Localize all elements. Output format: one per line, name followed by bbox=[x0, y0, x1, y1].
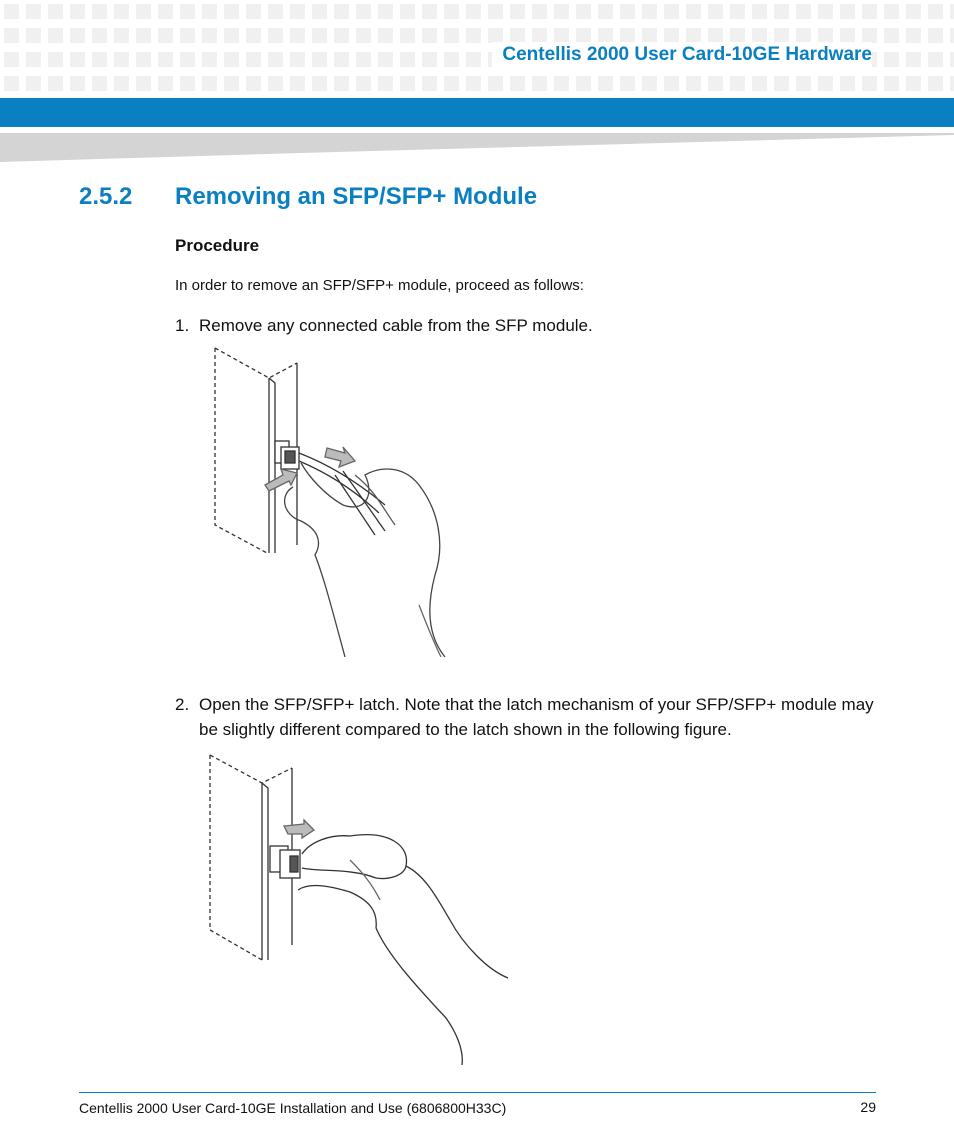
header-pattern-square bbox=[246, 4, 261, 19]
header-pattern-square bbox=[26, 4, 41, 19]
footer-rule bbox=[79, 1092, 876, 1093]
header-pattern-square bbox=[884, 52, 899, 67]
section-title: Removing an SFP/SFP+ Module bbox=[175, 183, 538, 210]
header-pattern-square bbox=[356, 76, 371, 91]
header-pattern-square bbox=[158, 76, 173, 91]
header-pattern-square bbox=[400, 52, 415, 67]
header-pattern-square bbox=[202, 28, 217, 43]
header-pattern-square bbox=[708, 4, 723, 19]
header-pattern-square bbox=[114, 52, 129, 67]
header-pattern-square bbox=[928, 76, 943, 91]
header-pattern-square bbox=[862, 28, 877, 43]
header-pattern-square bbox=[4, 52, 19, 67]
header-pattern-square bbox=[774, 4, 789, 19]
header-pattern-square bbox=[444, 28, 459, 43]
header-pattern-square bbox=[400, 28, 415, 43]
header-title: Centellis 2000 User Card-10GE Hardware bbox=[492, 42, 872, 68]
header-pattern-square bbox=[202, 4, 217, 19]
header-pattern-square bbox=[906, 4, 921, 19]
header-pattern-square bbox=[862, 4, 877, 19]
header-pattern-square bbox=[840, 76, 855, 91]
header-pattern-square bbox=[532, 28, 547, 43]
header-pattern-square bbox=[246, 28, 261, 43]
header-pattern-square bbox=[488, 28, 503, 43]
header-pattern-square bbox=[576, 4, 591, 19]
header-pattern-square bbox=[950, 76, 954, 91]
header-pattern-square bbox=[422, 76, 437, 91]
header-pattern-square bbox=[70, 4, 85, 19]
header-pattern-square bbox=[906, 76, 921, 91]
header-pattern-square bbox=[466, 52, 481, 67]
header-pattern-square bbox=[818, 28, 833, 43]
header-pattern-square bbox=[180, 76, 195, 91]
header-pattern-square bbox=[598, 4, 613, 19]
header-pattern-square bbox=[158, 52, 173, 67]
header-pattern-square bbox=[26, 76, 41, 91]
header-pattern-square bbox=[312, 28, 327, 43]
header-pattern-square bbox=[70, 52, 85, 67]
header-pattern-square bbox=[950, 4, 954, 19]
header-pattern-square bbox=[510, 28, 525, 43]
step-text: Remove any connected cable from the SFP module. bbox=[199, 316, 593, 335]
header-pattern-square bbox=[884, 76, 899, 91]
header-pattern-square bbox=[752, 4, 767, 19]
header-pattern-square bbox=[444, 4, 459, 19]
header-pattern-square bbox=[928, 28, 943, 43]
header-pattern-square bbox=[488, 76, 503, 91]
header-pattern-square bbox=[48, 4, 63, 19]
header-pattern-square bbox=[224, 28, 239, 43]
header-pattern-square bbox=[730, 76, 745, 91]
header-pattern-square bbox=[290, 4, 305, 19]
header-pattern-square bbox=[26, 28, 41, 43]
header-pattern-square bbox=[730, 28, 745, 43]
header-pattern-square bbox=[224, 76, 239, 91]
header-pattern-square bbox=[466, 28, 481, 43]
header-pattern-square bbox=[158, 28, 173, 43]
header-pattern-square bbox=[906, 28, 921, 43]
header-pattern-square bbox=[268, 28, 283, 43]
header-pattern-square bbox=[136, 28, 151, 43]
footer-page-number: 29 bbox=[860, 1099, 876, 1115]
header-pattern-square bbox=[334, 4, 349, 19]
header-pattern-square bbox=[356, 4, 371, 19]
header-pattern-square bbox=[268, 52, 283, 67]
header-pattern-square bbox=[48, 28, 63, 43]
header-pattern-square bbox=[598, 76, 613, 91]
header-pattern-square bbox=[642, 28, 657, 43]
header-pattern-square bbox=[554, 28, 569, 43]
header-pattern-square bbox=[378, 28, 393, 43]
header-pattern-square bbox=[400, 76, 415, 91]
header-pattern-square bbox=[554, 76, 569, 91]
header-pattern-square bbox=[70, 76, 85, 91]
header-pattern-square bbox=[136, 76, 151, 91]
header-pattern-square bbox=[334, 76, 349, 91]
header-pattern-square bbox=[818, 76, 833, 91]
header-pattern-square bbox=[48, 76, 63, 91]
header-pattern-square bbox=[708, 76, 723, 91]
header-pattern-square bbox=[774, 28, 789, 43]
header-pattern-square bbox=[312, 4, 327, 19]
header-pattern-square bbox=[510, 4, 525, 19]
header-pattern-square bbox=[422, 28, 437, 43]
header-pattern-square bbox=[202, 76, 217, 91]
section-number: 2.5.2 bbox=[79, 183, 133, 210]
header-pattern-square bbox=[488, 4, 503, 19]
header-pattern-square bbox=[224, 52, 239, 67]
header-pattern-square bbox=[378, 4, 393, 19]
header-pattern-square bbox=[246, 52, 261, 67]
header-pattern-square bbox=[620, 4, 635, 19]
header-pattern-square bbox=[290, 28, 305, 43]
header-pattern-square bbox=[4, 76, 19, 91]
header-pattern-square bbox=[884, 4, 899, 19]
header-pattern-square bbox=[466, 4, 481, 19]
header-pattern-square bbox=[752, 76, 767, 91]
step-text: Open the SFP/SFP+ latch. Note that the latch mechanism of your SFP/SFP+ module may be slightly different compared to the latch shown in the following figure. bbox=[199, 695, 874, 739]
header-pattern-square bbox=[180, 52, 195, 67]
header-pattern-square bbox=[4, 28, 19, 43]
header-pattern-square bbox=[70, 28, 85, 43]
header-pattern-square bbox=[268, 4, 283, 19]
header-pattern-square bbox=[422, 4, 437, 19]
header-pattern-square bbox=[774, 76, 789, 91]
header-pattern-square bbox=[356, 52, 371, 67]
header-pattern-square bbox=[114, 4, 129, 19]
header-pattern-square bbox=[400, 4, 415, 19]
header-pattern-square bbox=[686, 4, 701, 19]
header-pattern-square bbox=[224, 4, 239, 19]
header-pattern-square bbox=[928, 4, 943, 19]
header-pattern-square bbox=[642, 4, 657, 19]
header-pattern-square bbox=[268, 76, 283, 91]
header-pattern-square bbox=[532, 4, 547, 19]
header-pattern-square bbox=[92, 4, 107, 19]
header-pattern-square bbox=[136, 4, 151, 19]
footer-document-title: Centellis 2000 User Card-10GE Installation and Use (6806800H33C) bbox=[79, 1100, 507, 1116]
header-pattern-square bbox=[620, 76, 635, 91]
header-blue-band bbox=[0, 98, 954, 127]
header-gray-wedge bbox=[0, 133, 954, 162]
header-pattern-square bbox=[444, 76, 459, 91]
header-pattern-square bbox=[92, 52, 107, 67]
procedure-intro: In order to remove an SFP/SFP+ module, proceed as follows: bbox=[175, 277, 584, 294]
header-pattern-square bbox=[730, 4, 745, 19]
header-pattern-square bbox=[202, 52, 217, 67]
step-number: 2. bbox=[175, 695, 190, 714]
header-pattern-square bbox=[686, 76, 701, 91]
header-pattern-square bbox=[114, 28, 129, 43]
header-pattern-square bbox=[444, 52, 459, 67]
header-pattern-square bbox=[576, 28, 591, 43]
header-pattern-square bbox=[642, 76, 657, 91]
header-pattern-square bbox=[4, 4, 19, 19]
header-pattern-square bbox=[708, 28, 723, 43]
header-pattern-square bbox=[532, 76, 547, 91]
header-pattern-square bbox=[950, 28, 954, 43]
header-pattern-square bbox=[620, 28, 635, 43]
header-pattern-square bbox=[862, 76, 877, 91]
header-pattern-square bbox=[664, 4, 679, 19]
header-pattern-square bbox=[180, 28, 195, 43]
header-pattern-square bbox=[290, 52, 305, 67]
header-pattern-square bbox=[466, 76, 481, 91]
header-pattern-square bbox=[510, 76, 525, 91]
header-pattern-square bbox=[92, 76, 107, 91]
procedure-heading: Procedure bbox=[175, 236, 260, 255]
header-pattern-square bbox=[312, 52, 327, 67]
header-pattern-square bbox=[26, 52, 41, 67]
header-pattern-square bbox=[246, 76, 261, 91]
header-pattern-square bbox=[950, 52, 954, 67]
header-pattern-square bbox=[576, 76, 591, 91]
header-pattern-square bbox=[664, 28, 679, 43]
header-pattern-square bbox=[928, 52, 943, 67]
header-pattern-square bbox=[290, 76, 305, 91]
header-pattern-square bbox=[422, 52, 437, 67]
hand-opening-latch-illustration bbox=[200, 750, 515, 1065]
header-pattern-square bbox=[356, 28, 371, 43]
header-pattern-square bbox=[334, 28, 349, 43]
header-pattern-square bbox=[884, 28, 899, 43]
header-pattern-square bbox=[158, 4, 173, 19]
header-pattern-square bbox=[906, 52, 921, 67]
header-pattern-square bbox=[378, 52, 393, 67]
header-pattern-square bbox=[818, 4, 833, 19]
header-pattern-square bbox=[796, 4, 811, 19]
header-pattern-square bbox=[686, 28, 701, 43]
header-pattern-square bbox=[114, 76, 129, 91]
header-pattern-square bbox=[180, 4, 195, 19]
header-pattern-square bbox=[840, 28, 855, 43]
header-pattern-square bbox=[48, 52, 63, 67]
header-pattern-square bbox=[334, 52, 349, 67]
header-pattern-square bbox=[598, 28, 613, 43]
hand-removing-cable-illustration bbox=[205, 345, 465, 657]
header-pattern-square bbox=[752, 28, 767, 43]
header-pattern-square bbox=[378, 76, 393, 91]
header-pattern-square bbox=[796, 76, 811, 91]
header-pattern-square bbox=[312, 76, 327, 91]
header-pattern-square bbox=[664, 76, 679, 91]
header-pattern-square bbox=[796, 28, 811, 43]
header-pattern-square bbox=[92, 28, 107, 43]
step-number: 1. bbox=[175, 316, 190, 335]
header-pattern-square bbox=[136, 52, 151, 67]
header-pattern-square bbox=[840, 4, 855, 19]
header-pattern-square bbox=[554, 4, 569, 19]
